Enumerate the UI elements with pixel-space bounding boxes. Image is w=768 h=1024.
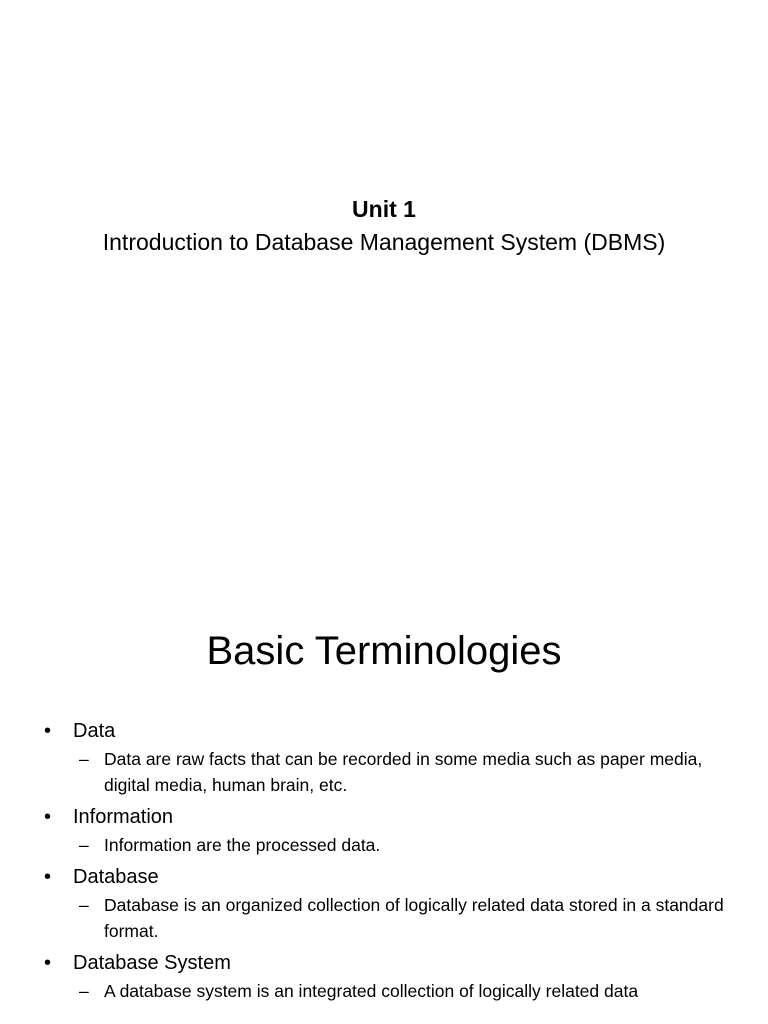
term-row	[44, 802, 734, 832]
bullet-icon: •	[44, 806, 52, 828]
term-item	[44, 802, 734, 858]
dash-icon: –	[79, 981, 89, 1001]
definition-text: A database system is an integrated collection of logically related data	[104, 981, 639, 1001]
terms-list	[44, 716, 734, 1008]
definition-row	[44, 892, 734, 944]
section-heading: Basic Terminologies	[206, 629, 562, 673]
definition-text: Database is an organized collection of logically related data stored in a standard format.	[104, 895, 724, 941]
term-label: Information	[73, 806, 174, 828]
term-row	[44, 862, 734, 892]
dash-icon: –	[79, 895, 89, 915]
bullet-icon: •	[44, 720, 52, 742]
dash-icon: –	[79, 835, 89, 855]
term-item	[44, 862, 734, 944]
definition-row	[44, 978, 734, 1004]
definition-row	[44, 832, 734, 858]
definition-row	[44, 746, 734, 798]
unit-subtitle: Introduction to Database Management System (DBMS)	[102, 229, 666, 255]
bullet-icon: •	[44, 952, 52, 974]
term-label: Database System	[73, 952, 231, 974]
term-item	[44, 948, 734, 1004]
term-item	[44, 716, 734, 798]
definition-text: Information are the processed data.	[104, 835, 381, 855]
term-label: Data	[73, 720, 116, 742]
unit-title: Unit 1	[352, 196, 416, 222]
term-label: Database	[73, 866, 159, 888]
definition-text: Data are raw facts that can be recorded in some media such as paper media, digital media, human brain, etc.	[104, 749, 703, 795]
term-row	[44, 948, 734, 978]
terminology-slide	[0, 576, 768, 1024]
term-row	[44, 716, 734, 746]
dash-icon: –	[79, 749, 89, 769]
title-block	[0, 194, 768, 258]
bullet-icon: •	[44, 866, 52, 888]
